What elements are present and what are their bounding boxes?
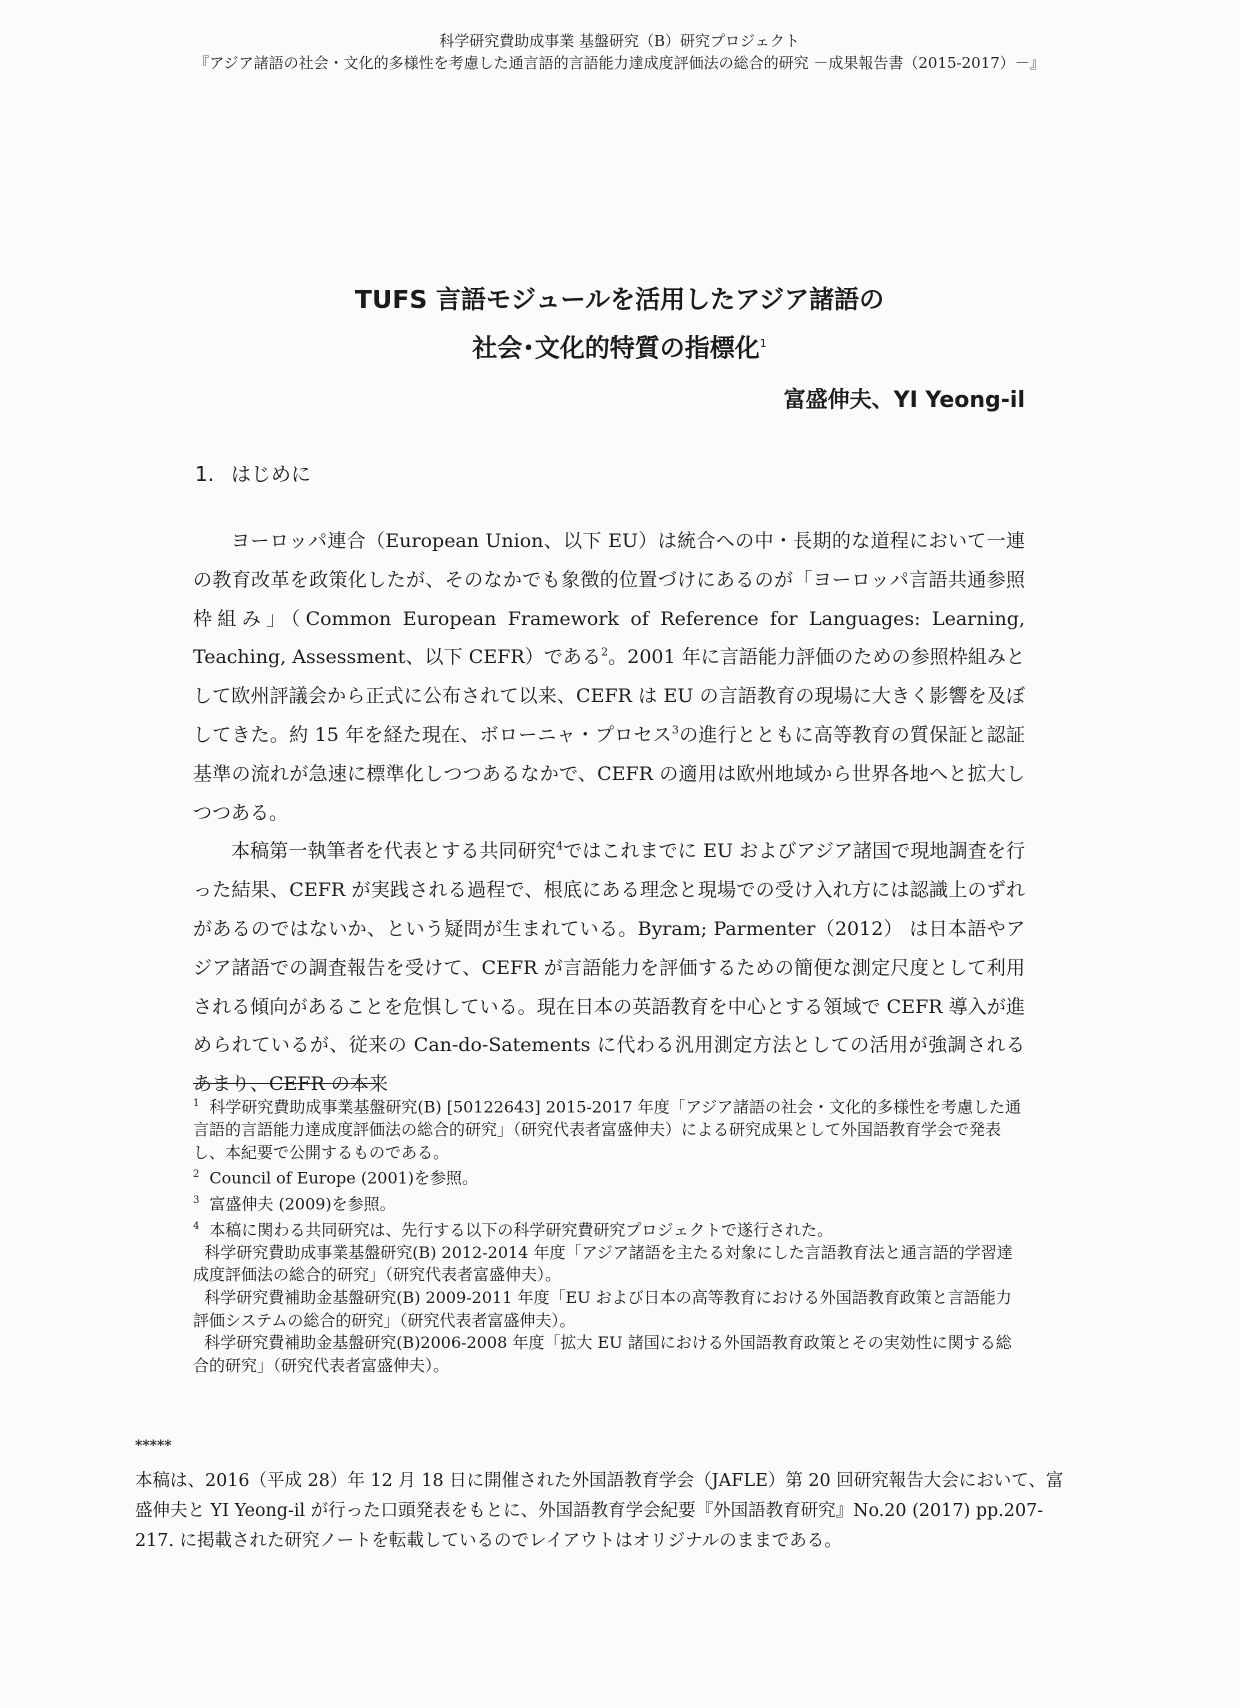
- footnote-separator: [193, 1083, 376, 1084]
- footnote-mark: 4: [193, 1220, 200, 1232]
- paragraph-1-part-c: の進行とともに高等教育の質保証と認証基準の流れが急速に標準化しつつあるなかで、CEFR の適用は欧州地域から世界各地へと拡大しつつある。: [193, 723, 1025, 824]
- title-line-2: 社会･文化的特質の指標化: [472, 333, 760, 363]
- title-footnote-mark: 1: [759, 337, 767, 350]
- paragraph-2-part-a: 本稿第一執筆者を代表とする共同研究: [231, 840, 556, 863]
- header-report-title: 『アジア諸語の社会・文化的多様性を考慮した通言語的言語能力達成度評価法の総合的研究 －成果報告書（2015-2017）－』: [194, 54, 1045, 72]
- footnote-mark: 3: [193, 1195, 200, 1207]
- paragraph-1-part-b: 。2001 年に言語能力評価のための参照枠組みとして欧州評議会から正式に公布されて以来、CEFR は EU の言語教育の現場に大きく影響を及ぼしてきた。約 15 年を経た現在、ボローニャ・プロセス: [193, 646, 1025, 746]
- footnote-2: [193, 1164, 1025, 1190]
- footnote-3: [193, 1190, 1025, 1216]
- project-entry-2: 科学研究費補助金基盤研究(B) 2009-2011 年度「EU および日本の高等教育における外国語教育政策と言語能力評価システムの総合的研究」（研究代表者富盛伸夫）。: [193, 1288, 1012, 1330]
- footnote-mark: 2: [193, 1169, 200, 1181]
- authors: 富盛伸夫、YI Yeong-il: [783, 388, 1025, 413]
- paragraph-2: [193, 832, 1025, 1104]
- paragraph-1-part-a: ヨーロッパ連合（European Union、以下 EU）は統合への中・長期的な道程において一連の教育改革を政策化したが、そのなかでも象徴的位置づけにあるのが「ヨーロッパ言語共通参照枠組み」（Common European Framework of Reference for Languages: Learning, Teaching, Assessment、以下 CEFR）である: [193, 530, 1025, 669]
- footnote-ref-3: 3: [671, 723, 679, 737]
- body-text: [193, 522, 1025, 1104]
- paragraph-2-part-b: ではこれまでに EU およびアジア諸国で現地調査を行った結果、CEFR が実践される過程で、根底にある理念と現場での受け入れ方には認識上のずれがあるのではないか、という疑問が生まれている。Byram; Parmenter（2012） は日本語やアジア諸語での調査報告を受けて、CEFR が言語能力を評価するための簡便な測定尺度として利用される傾向があることを危惧している。現在日本の英語教育を中心とする領域で CEFR 導入が進められているが、従来の Can-do-Satements に代わる汎用測定方法としての活用が強調されるあまり、CEFR の本来: [193, 840, 1025, 1096]
- reprint-note: [135, 1466, 1065, 1556]
- footnote-mark: 1: [193, 1098, 200, 1109]
- header-project-line: 科学研究費助成事業 基盤研究（B）研究プロジェクト: [439, 32, 800, 50]
- section-number: 1.: [195, 462, 215, 486]
- footnote-1: [193, 1093, 1025, 1164]
- paper-title: [140, 278, 1099, 370]
- footnote-text: 科学研究費助成事業基盤研究(B) [50122643] 2015-2017 年度「アジア諸語の社会・文化的多様性を考慮した通言語的言語能力達成度評価法の総合的研究」（研究代表者富盛伸夫）による研究成果として外国語教育学会で発表し、本紀要で公開するものである。: [193, 1097, 1022, 1162]
- footnote-text: Council of Europe (2001)を参照。: [209, 1168, 479, 1188]
- footnote-ref-2: 2: [601, 646, 609, 660]
- project-entry-3: 科学研究費補助金基盤研究(B)2006-2008 年度「拡大 EU 諸国における外国語教育政策とその実効性に関する総合的研究」（研究代表者富盛伸夫）。: [193, 1333, 1012, 1375]
- running-header: [60, 30, 1179, 74]
- footnote-4: [193, 1216, 1025, 1242]
- section-heading: [195, 458, 311, 487]
- title-line-1: TUFS 言語モジュールを活用したアジア諸語の: [354, 285, 885, 314]
- footnotes: [193, 1093, 1025, 1377]
- reprint-note-text: 本稿は、2016（平成 28）年 12 月 18 日に開催された外国語教育学会（JAFLE）第 20 回研究報告大会において、富盛伸夫と YI Yeong-il が行った口頭発表をもとに、外国語教育学会紀要『外国語教育研究』No.20 (2017) pp.207-217. に掲載された研究ノートを転載しているのでレイアウトはオリジナルのままである。: [135, 1471, 1064, 1551]
- project-entry-1: 科学研究費助成事業基盤研究(B) 2012-2014 年度「アジア諸語を主たる対象にした言語教育法と通言語的学習達成度評価法の総合的研究」（研究代表者富盛伸夫）。: [193, 1242, 1013, 1285]
- separator-stars: *****: [135, 1438, 172, 1454]
- footnote-ref-4: 4: [555, 840, 563, 854]
- paragraph-1: [193, 522, 1025, 832]
- footnote-text: 本稿に関わる共同研究は、先行する以下の科学研究費研究プロジェクトで遂行された。: [209, 1220, 834, 1240]
- footnote-text: 富盛伸夫 (2009)を参照。: [209, 1194, 396, 1214]
- section-title: はじめに: [231, 462, 311, 486]
